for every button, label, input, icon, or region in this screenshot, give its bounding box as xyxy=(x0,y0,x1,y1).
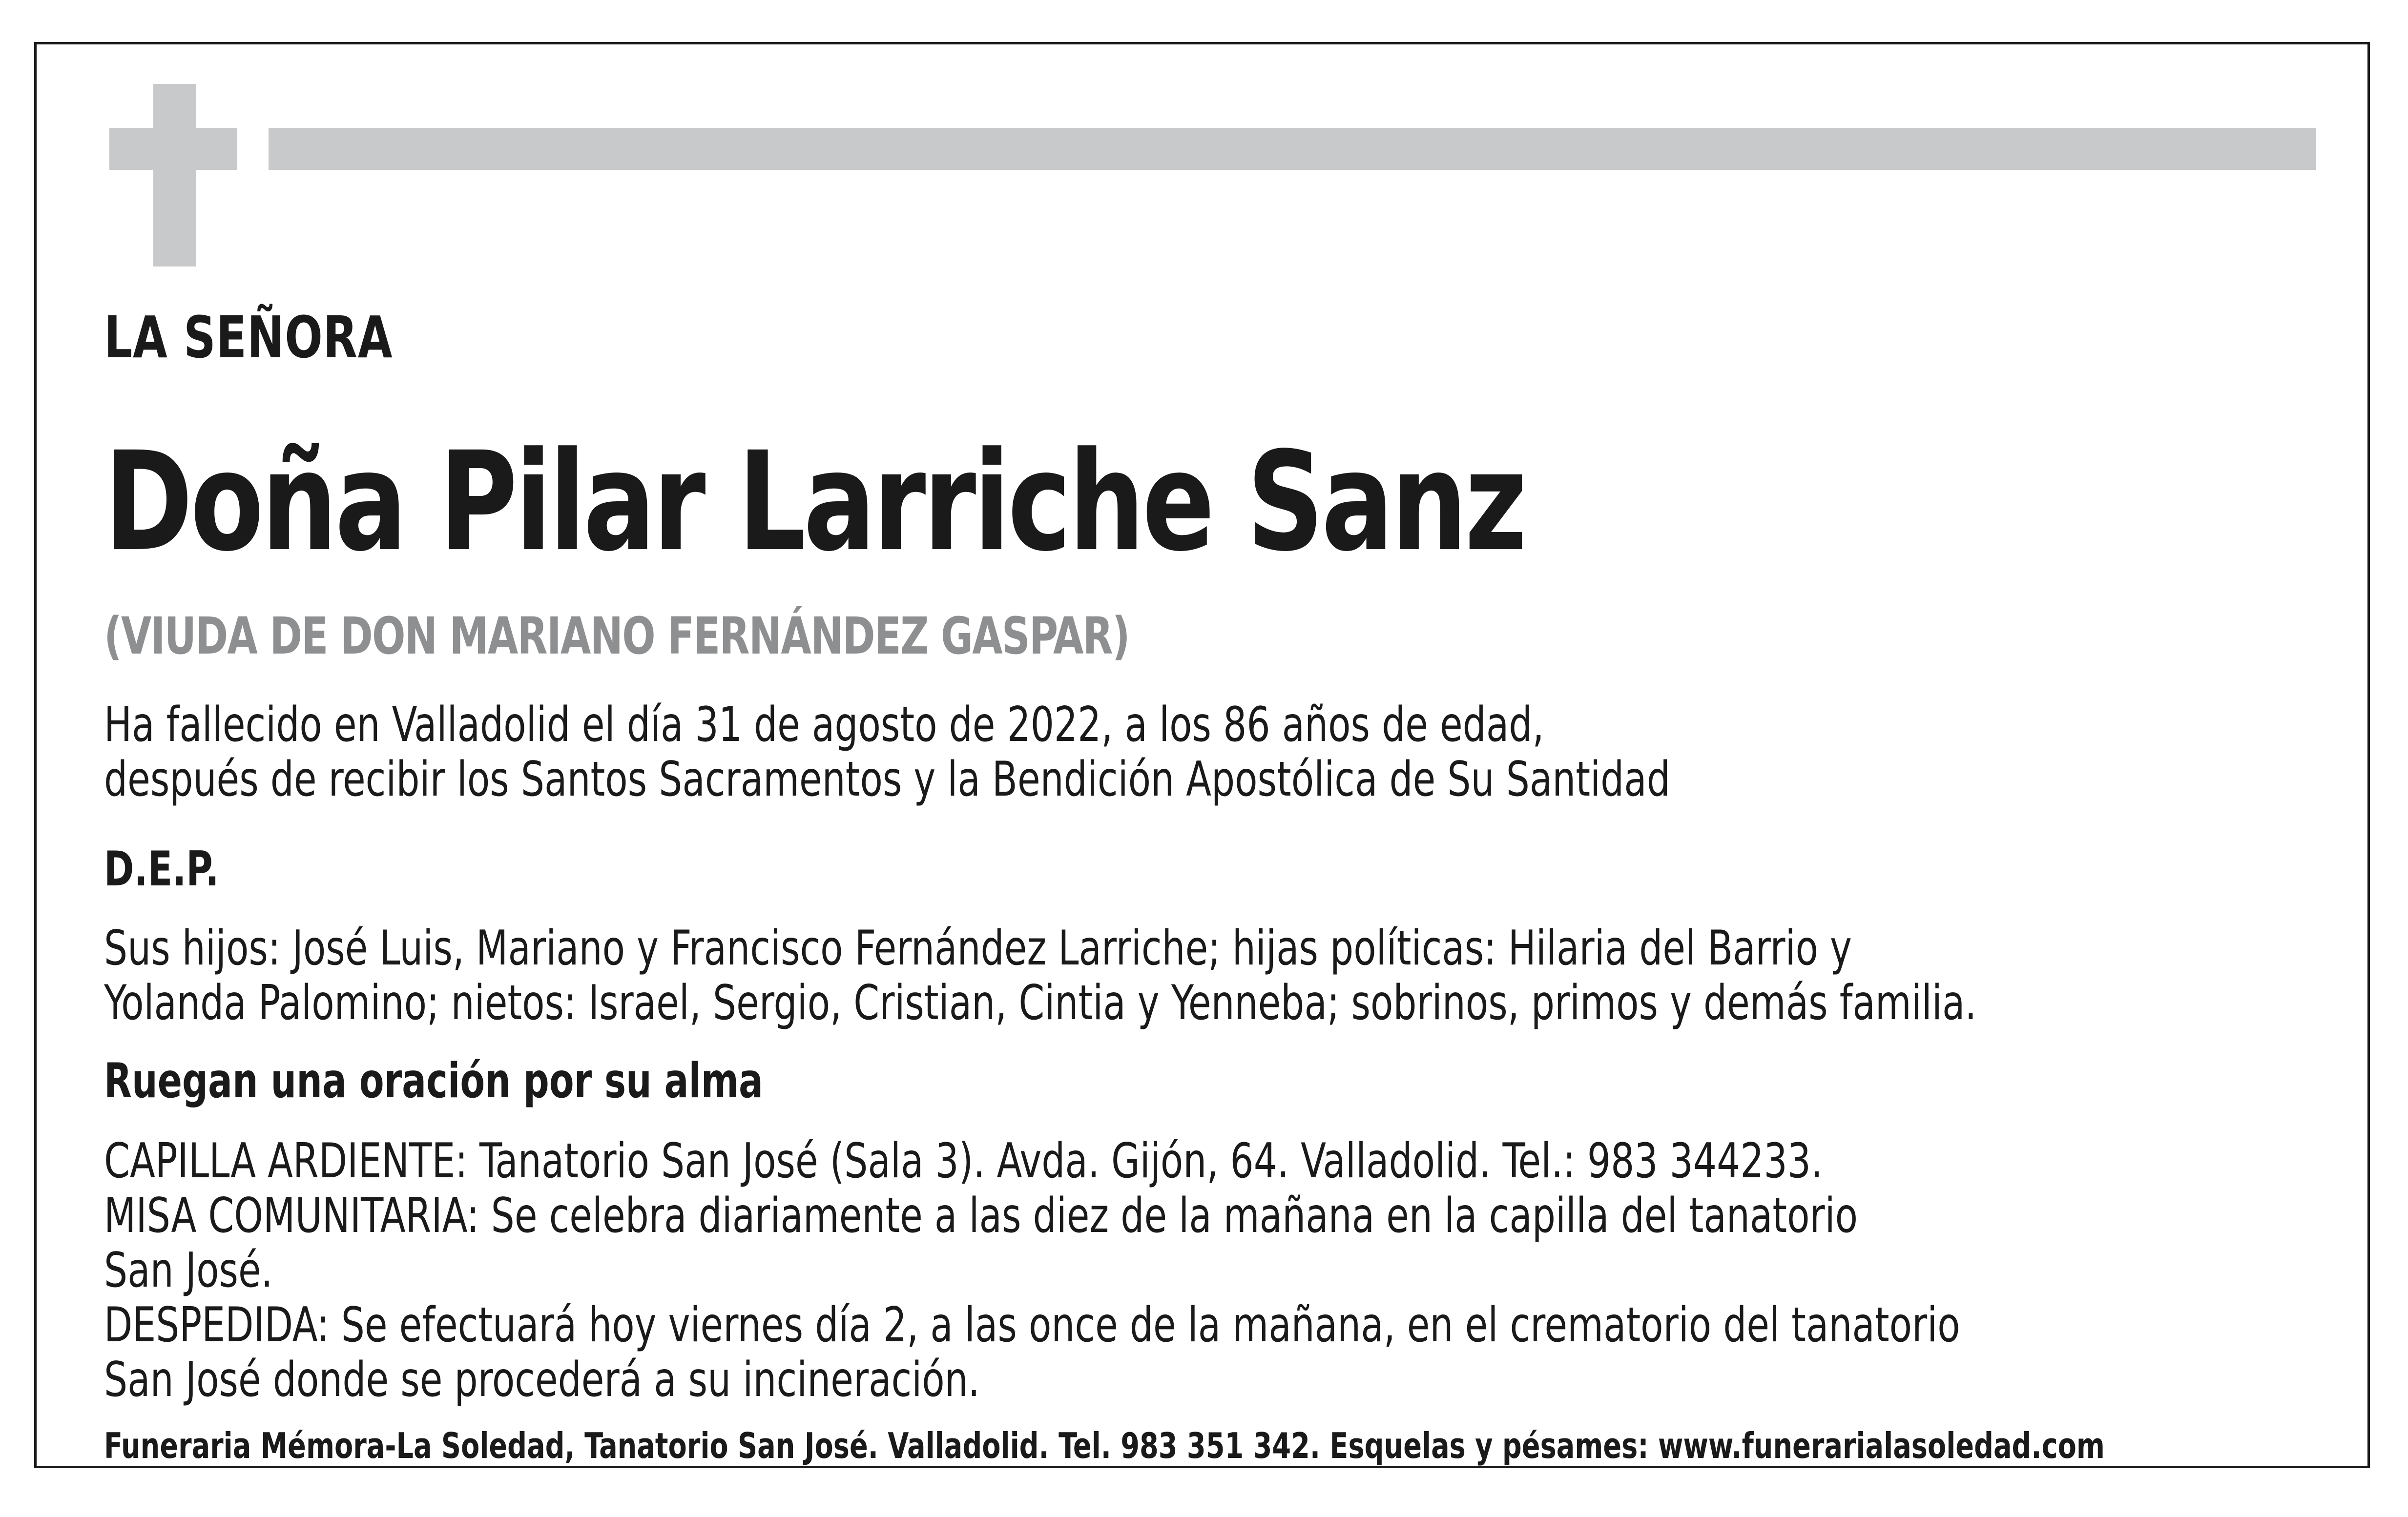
cross-horizontal-arm xyxy=(109,128,237,170)
cross-vertical-arm xyxy=(153,84,196,266)
service-line: MISA COMUNITARIA: Se celebra diariamente a las diez de la mañana en la capilla del tanatorio xyxy=(104,1188,1858,1244)
header-rule xyxy=(269,128,2316,170)
family-line: Sus hijos: José Luis, Mariano y Francisco Fernández Larriche; hijas políticas: Hilaria del Barrio y xyxy=(104,921,1852,976)
service-line: CAPILLA ARDIENTE: Tanatorio San José (Sala 3). Avda. Gijón, 64. Valladolid. Tel.: 983 344233. xyxy=(104,1133,1823,1189)
prayer-request: Ruegan una oración por su alma xyxy=(104,1053,764,1109)
death-line: después de recibir los Santos Sacramentos y la Bendición Apostólica de Su Santidad xyxy=(104,752,1670,807)
family-line: Yolanda Palomino; nietos: Israel, Sergio, Cristian, Cintia y Yenneba; sobrinos, primos y demás familia. xyxy=(104,975,1977,1031)
funeral-home-footer: Funeraria Mémora-La Soledad, Tanatorio San José. Valladolid. Tel. 983 351 342. Esquelas y pésames: www.funerarialasoledad.com xyxy=(104,1425,2105,1466)
deceased-name: Doña Pilar Larriche Sanz xyxy=(104,423,1525,582)
service-line: San José donde se procederá a su incineración. xyxy=(104,1352,980,1408)
service-line: San José. xyxy=(104,1243,273,1298)
honorific: LA SEÑORA xyxy=(104,304,393,371)
service-line: DESPEDIDA: Se efectuará hoy viernes día 2, a las once de la mañana, en el crematorio del tanatorio xyxy=(104,1297,1960,1353)
widow-of: (VIUDA DE DON MARIANO FERNÁNDEZ GASPAR) xyxy=(104,606,1129,666)
death-line: Ha fallecido en Valladolid el día 31 de agosto de 2022, a los 86 años de edad, xyxy=(104,697,1544,753)
rip-label: D.E.P. xyxy=(104,841,219,897)
